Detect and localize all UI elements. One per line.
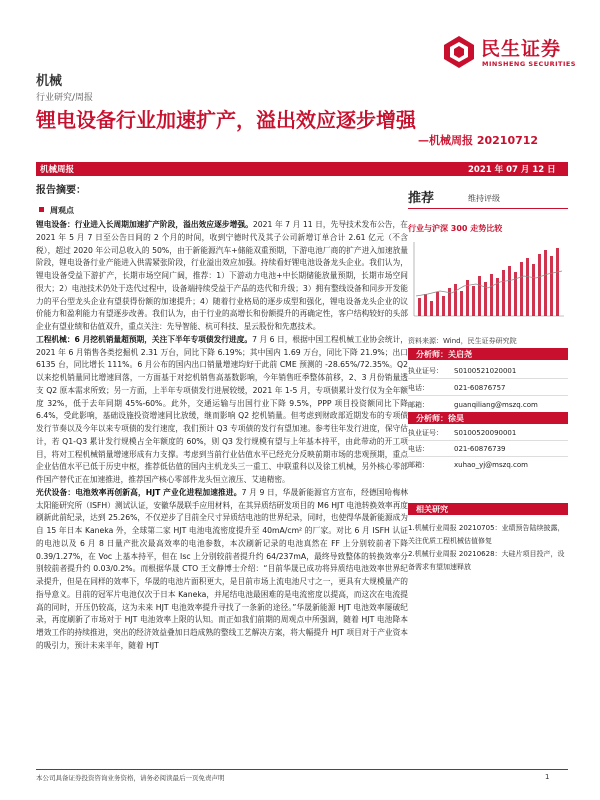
related-list — [408, 522, 568, 574]
footer-disclaimer: 本公司具备证券投资咨询业务资格，请务必阅读最后一页免责声明 — [36, 774, 225, 782]
analyst-cert: 执业证号： S0100520090001 — [408, 429, 517, 437]
chart-source: 资料来源：Wind，民生证券研究院 — [408, 337, 517, 345]
analyst-email[interactable]: 邮箱： xuhao_yj@mszq.com — [408, 461, 528, 469]
analyst-heading: 分析师：关启尧 — [416, 350, 472, 359]
brand-name: 民生证券 — [481, 38, 562, 60]
paragraph-lead: 光伏设备：电池效率再创新高，HJT 产业化进程加速推进。 — [36, 487, 242, 497]
minsheng-logo-icon — [441, 34, 477, 70]
rating-value: 维持评级 — [468, 194, 500, 203]
abstract-heading: 报告摘要： — [36, 185, 86, 196]
paragraph-construction — [36, 334, 408, 487]
analyst-email[interactable]: 邮箱： guanqiliang@mszq.com — [408, 401, 538, 409]
related-heading: 相关研究 — [416, 505, 448, 514]
chart-title: 行业与沪深 300 走势比较 — [408, 224, 503, 233]
analyst-heading: 分析师：徐昊 — [416, 414, 464, 423]
page-number: 1 — [545, 773, 550, 781]
report-title: 锂电设备行业加速扩产，溢出效应逐步增强 — [36, 108, 416, 132]
analyst-tel: 电话： 021-60876757 — [408, 384, 506, 392]
rating-heading: 推荐 — [408, 191, 435, 206]
industry-label: 机械 — [36, 74, 63, 89]
paragraph-text: 2021 年 7 月 11 日，先导技术发布公告，在 2021 年 5 月 7 日至公告日间的 2 个月的时间，收到宁德时代及其子公司新增订单合计 2.61 亿元（不含税），超过 2020 年公司总收入的 50%，由于新能源汽车+储能双重预期，下游电池厂商的扩产进入加速放量阶段，锂电设备行业产能进入供需紧张阶段，行业溢出效应加强。持续看好锂电池设备龙头企业。我们认为，锂电设备受益下游扩产，长期市场空间广阔，推荐：1）下游动力电池+中长期储能放量预期，长期市场空间很大；2）电池技术仍处于迭代过程中，设备端持续受益于产品的迭代和升级；3）拥有整线设备和同步开发能力的平台型龙头企业有望获得份额的加速提升；4）随着行业格局的逐步成型和强化，锂电设备龙头企业的议价能力和盈利能力有望逐步改善。我们认为，由于行业的高增长和份额提升的再确定性，客户结构较好的头部企业有望业绩和估值双升，重点关注：先导智能、杭可科技、星云股份和先惠技术。 — [36, 220, 408, 331]
analyst-tel: 电话： 021-60876739 — [408, 445, 506, 453]
report-subtitle: —机械周报 20210712 — [418, 134, 539, 147]
trend-chart — [408, 236, 568, 326]
section-bullet-icon — [39, 207, 44, 212]
paragraph-pv — [36, 487, 408, 653]
chart-bars — [418, 248, 559, 316]
paragraph-text: 7 月 6 日，根据中国工程机械工业协会统计，2021 年 6 月销售各类挖掘机 2.31 万台，同比下降 6.19%；其中国内 1.69 万台，同比下降 21.9%；出口 6135 台，同比增长 111%。6 月公布的国内出口销量增速均好于此前 CME 预测的 -28.65%/72.35%。Q2 以来挖机销量同比增速回落，一方面基于对挖机销售高基数影响，今年销售旺季整体前移，2、3 月份销量透支 Q2 原本需求所致；另一方面，上半年专项债发行进展较缓，2021 年 1-5 月，专项债累计发行仅为全年额度 32%，低于去年同期 45%-60%。此外，交通运输与出国行业下降 9.5%，PPP 项目投资额同比下降 6.4%，受此影响，基础设施投资增速同比放缓，继而影响 Q2 挖机销量。但考虑到财政部近期发布的专项债发行节奏以及今年以来专项债的发行速度，我们预计 Q3 专项债的发行有望加速。参考往年发行进度，保守估计，若 Q1-Q3 累计发行规模占全年额度的 60%，则 Q3 发行规模有望与上年基本持平，由此带动的开工项目，将对工程机械销量增速形成有力支撑。考虑到当前行业估值水平已经充分反映前期市场的悲观预期，重点企业估值水平已低于历史中枢，推荐低估值的国内主机龙头三一重工、中联重科以及徐工机械，另外核心零部件国产替代正在加速推进，推荐国产核心零部件龙头恒立液压、艾迪精密。 — [36, 334, 408, 484]
report-date: 2021 年 07 月 12 日 — [468, 165, 556, 175]
paragraph-text: 7 月 9 日，华晟新能源官方宣布，经德国哈梅林太阳能研究所（ISFH）测试认证，安徽华晟联手应用材料，在其异质结研发项目的 M6 HJT 电池转换效率再度刷新此前纪录，达到 25.26%，不仅逆步了目前全尺寸异质结电池的世界纪录，同时，也使得华晟新能源成为自 15 年日本 Kaneka 外，全球第二家 HJT 电池电流密度提升至 40mA/cm² 的厂家。对比 6 月 ISFH 认证的电池以及 6 月 8 日量产批次最高效率的电池参数，本次刷新记录的电池真然在 FF 上分别较前者下降 0.39/1.27%，在 Voc 上基本持平，但在 Isc 上分别较前者提升约 64/237mA，最终导致整体的转换效率分别较前者提升约 0.03/0.2%。而根据华晟 CTO 王文静博士介绍：“目前华晟已成功将异质结电池效率世界纪录提升，但是在同样的效率下，华晟的电池片面积更大，是目前市场上流电池尺寸之一，更具有大规模量产的指导意义。目前的冠军片电池仅次于日本 Kaneka，并尾结电池最困难的是电流密度以提高，而这次在电流提高的同时，开压仍较高，这为未来 HJT 电池效率提升寻找了一条新的途径。”华晟新能源 HJT 电池效率屡破纪录，再度刷新了市场对于 HJT 电池效率上限的认知。而正如我们前期的周观点中所强调，随着 HJT 电池降本增效工作的持续推进，突出的经济效益叠加日趋成熟的整线工艺解决方案，将大幅提升 HJT 项目对于产业资本的吸引力，预计未来半年，随着 HJT — [36, 487, 408, 650]
band-label: 机械周报 — [40, 165, 75, 175]
abstract-body — [36, 219, 408, 653]
brand-name-en: MINSHENG SECURITIES — [482, 60, 576, 68]
footer-divider — [36, 769, 568, 770]
report-type: 行业研究/周报 — [36, 93, 94, 103]
related-item[interactable]: 2.机械行业周报 20210628：大硅片项目投产，设备需求有望加速释放 — [408, 550, 565, 571]
paragraph-lead: 工程机械：6 月挖机销量超预期，关注下半年专项债发行进度。 — [36, 334, 253, 344]
rating-divider — [408, 208, 568, 209]
section-heading: 周观点 — [50, 206, 74, 215]
analyst-cert: 执业证号： S0100521020001 — [408, 367, 517, 375]
related-item[interactable]: 1.机械行业周报 20210705：业绩预告陆续披露，关注优质工程机械估值修复 — [408, 524, 565, 545]
paragraph-lead: 锂电设备：行业进入长周期加速扩产阶段，溢出效应逐步增强。 — [36, 220, 253, 229]
paragraph-lithium — [36, 219, 408, 334]
